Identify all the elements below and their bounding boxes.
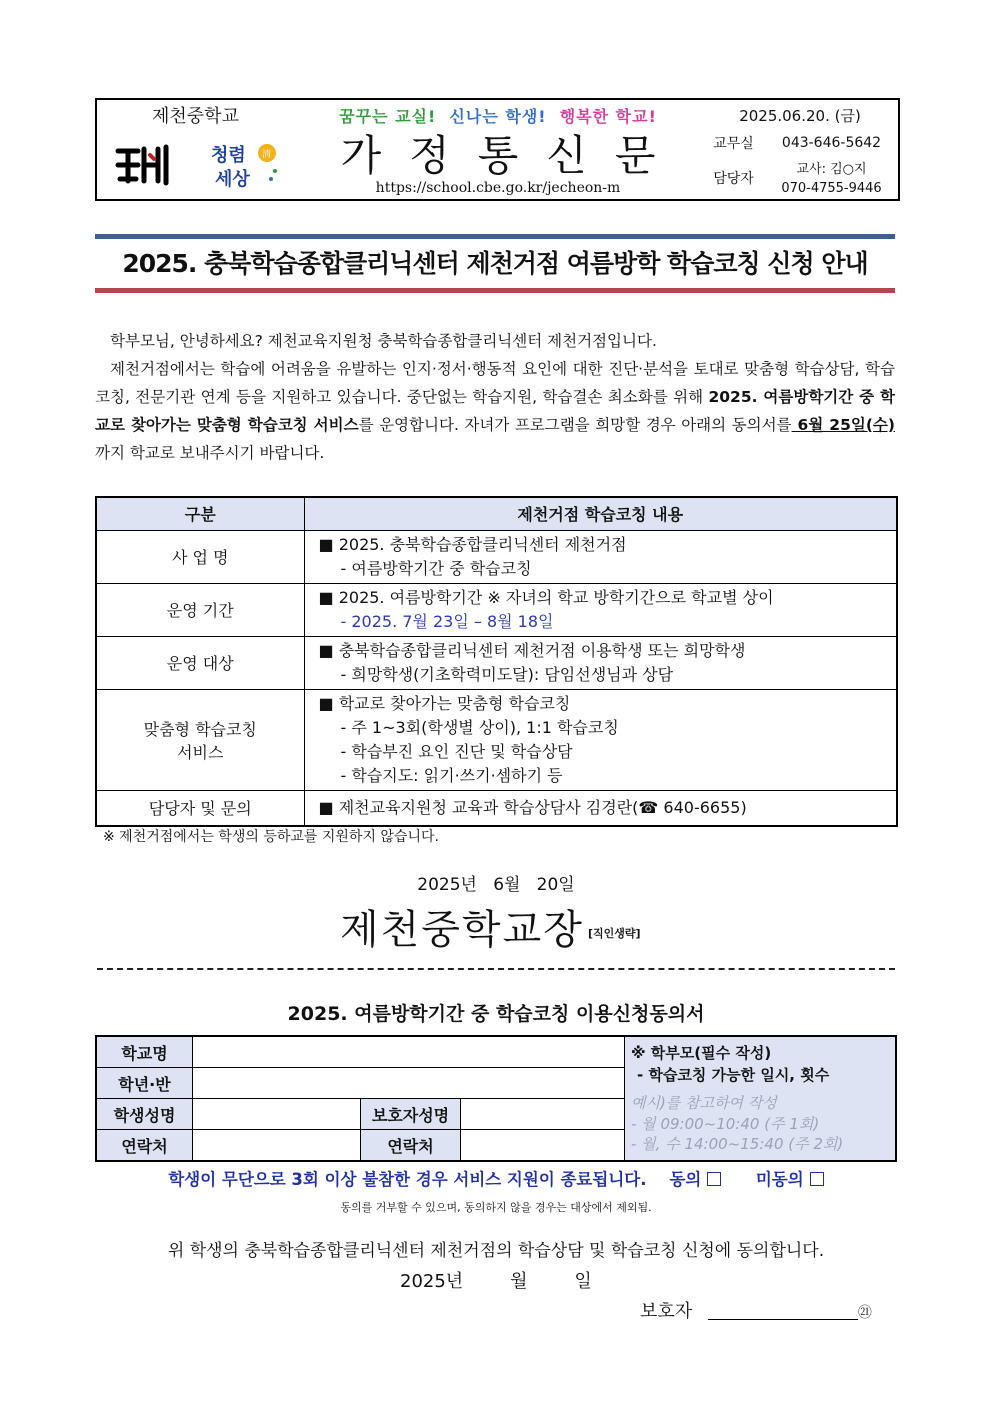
grade-class-field[interactable]: [193, 1068, 625, 1099]
guardian-name-field[interactable]: [461, 1099, 625, 1130]
value-line: - 여름방학기간 중 학습코칭: [340, 558, 532, 578]
school-name: 제천중학교: [152, 106, 239, 127]
guardian-name-label: 보호자성명: [361, 1099, 461, 1130]
example-line: 예시)를 참고하여 작성: [631, 1094, 777, 1112]
table-row: [96, 790, 897, 826]
agree-label: 동의: [669, 1170, 702, 1189]
intro-paragraph-1: 학부모님, 안녕하세요? 제천교육지원청 충북학습종합클리닉센터 제천거점입니다.: [110, 332, 657, 350]
row-key-line: 서비스: [177, 742, 224, 762]
disagree-label: 미동의: [755, 1170, 804, 1189]
consent-form-title: 2025. 여름방학기간 중 학습코칭 이용신청동의서: [287, 1003, 705, 1025]
intro-text-span: 제천거점에서는 학습에 어려움을 유발하는 인지·정서·행동적 요인에 대한 진단·분석을 토대로 맞춤형 학습상담, 학습코칭, 전문기관 연계 등을 지원하고 있습니다. 중단없는 학습지원, 학습결손 최소화를 위해: [95, 360, 895, 406]
intro-text-span: 를 운영합니다. 자녀가 프로그램을 희망할 경우 아래의 동의서를: [358, 416, 792, 434]
guardian-label: 보호자: [640, 1301, 693, 1322]
disagree-checkbox[interactable]: [810, 1172, 824, 1186]
seal-note: [직인생략]: [588, 927, 641, 940]
row-key: 담당자 및 문의: [96, 790, 304, 826]
value-line: ■ 2025. 여름방학기간 ※ 자녀의 학교 방학기간으로 학교별 상이: [318, 587, 774, 607]
row-key-line: 맞춤형 학습코칭: [143, 719, 257, 739]
value-line: ■ 충북학습종합클리닉센터 제천거점 이용학생 또는 희망학생: [318, 640, 746, 660]
row-value: [304, 689, 897, 790]
guardian-signature-line[interactable]: [708, 1302, 858, 1320]
row-key: 운영 대상: [96, 636, 304, 689]
student-name-field[interactable]: [193, 1099, 361, 1130]
slogan-part: 신나는 학생!: [449, 106, 547, 126]
student-contact-field[interactable]: [193, 1130, 361, 1160]
consent-form: [95, 1035, 897, 1162]
title-band-bottom: [95, 288, 895, 293]
row-key: 사 업 명: [96, 530, 304, 583]
cut-line: [97, 968, 895, 970]
guide-subtitle: - 학습코칭 가능한 일시, 횟수: [637, 1066, 830, 1084]
contact-line: ■ 제천교육지원청 교육과 학습상담사 김경란(☎ 640-6655): [318, 797, 747, 817]
school-slogan: [294, 100, 702, 130]
row-value: [304, 636, 897, 689]
table-header: 제천거점 학습코칭 내용: [304, 497, 897, 530]
slogan-part: 행복한 학교!: [559, 106, 657, 126]
manager-name: 교사: 김○지: [796, 161, 867, 177]
table-header: 구분: [96, 497, 304, 530]
value-line: ■ 학교로 찾아가는 맞춤형 학습코칭: [318, 693, 571, 713]
period-dates: - 2025. 7월 23일 – 8월 18일: [340, 611, 554, 631]
school-name-field[interactable]: [193, 1037, 625, 1068]
grade-class-label: 학년·반: [97, 1068, 193, 1099]
manager-label: 담당자: [713, 170, 754, 187]
school-url[interactable]: https://school.cbe.go.kr/jecheon-m: [375, 180, 621, 196]
school-emblem-icon: [114, 141, 178, 189]
intro-bold-service: 2025. 여름방학기간 중 학교로 찾아가는 맞춤형 학습코칭 서비스: [95, 388, 895, 434]
guardian-signature: [640, 1297, 872, 1323]
office-phone: 043-646-5642: [781, 135, 882, 151]
deadline-date: 6월 25일(수): [791, 416, 895, 434]
intro-text: [95, 327, 895, 467]
guardian-contact-field[interactable]: [461, 1130, 625, 1160]
issue-date: 2025.06.20. (금): [739, 106, 861, 125]
value-line: ■ 2025. 충북학습종합클리닉센터 제천거점: [318, 534, 627, 554]
guide-title: ※ 학부모(필수 작성): [631, 1044, 772, 1062]
value-line: - 주 1~3회(학생별 상이), 1:1 학습코칭: [340, 717, 619, 737]
main-title: 2025. 충북학습종합클리닉센터 제천거점 여름방학 학습코칭 신청 안내: [122, 249, 868, 278]
svg-text:淸: 淸: [261, 149, 271, 160]
seal-mark-icon: ㉑: [857, 1305, 872, 1321]
agreement-statement: 위 학생의 충북학습종합클리닉센터 제천거점의 학습상담 및 학습코칭 신청에 동의합니다.: [167, 1241, 825, 1261]
row-value: [304, 583, 897, 636]
example-line: - 월, 수 14:00~15:40 (주 2회): [631, 1135, 844, 1153]
intro-text-span: 까지 학교로 보내주시기 바랍니다.: [95, 444, 325, 462]
schedule-input-area[interactable]: [625, 1037, 895, 1160]
svg-text:세상: 세상: [214, 168, 250, 190]
consent-refusal-note: 동의를 거부할 수 있으며, 동의하지 않을 경우는 대상에서 제외됨.: [340, 1201, 652, 1214]
title-band-top: [95, 234, 895, 239]
agreement-date: 2025년 월 일: [400, 1271, 592, 1292]
table-row: [96, 530, 897, 583]
row-key: 운영 기간: [96, 583, 304, 636]
guardian-contact-label: 연락처: [361, 1130, 461, 1160]
principal-name: 제천중학교장: [340, 907, 584, 953]
row-key: [96, 689, 304, 790]
agree-checkbox[interactable]: [707, 1172, 721, 1186]
table-row: [96, 583, 897, 636]
slogan-part: 꿈꾸는 교실!: [339, 106, 437, 126]
coaching-info-table: [95, 496, 898, 827]
row-value: [304, 790, 897, 826]
svg-text:청렴: 청렴: [210, 144, 246, 166]
integrity-logo: [195, 130, 294, 199]
newsletter-title: 가정통신문: [340, 131, 684, 180]
school-logo: [97, 130, 195, 199]
table-row: [96, 689, 897, 790]
value-line: - 학습부진 요인 진단 및 학습상담: [340, 741, 573, 761]
value-line: - 희망학생(기초학력미도달): 담임선생님과 상담: [340, 664, 674, 684]
newsletter-header: [95, 98, 900, 201]
manager-phone: 070-4755-9446: [781, 181, 882, 196]
table-row: [96, 636, 897, 689]
value-line: - 학습지도: 읽기·쓰기·셈하기 등: [340, 765, 563, 785]
school-name-label: 학교명: [97, 1037, 193, 1068]
warning-text: 학생이 무단으로 3회 이상 불참한 경우 서비스 지원이 종료됩니다.: [168, 1170, 647, 1189]
example-line: - 월 09:00~10:40 (주 1회): [631, 1115, 820, 1133]
office-label: 교무실: [713, 136, 754, 152]
newsletter-title-cell: [294, 130, 702, 199]
row-value: [304, 530, 897, 583]
student-contact-label: 연락처: [97, 1130, 193, 1160]
issue-date-korean: 2025년 6월 20일: [417, 875, 575, 895]
student-name-label: 학생성명: [97, 1099, 193, 1130]
integrity-world-icon: [205, 137, 285, 193]
absence-warning: [0, 1166, 992, 1190]
intro-paragraph-2: [95, 355, 895, 467]
transport-note: ※ 제천거점에서는 학생의 등하교를 지원하지 않습니다.: [103, 829, 439, 845]
